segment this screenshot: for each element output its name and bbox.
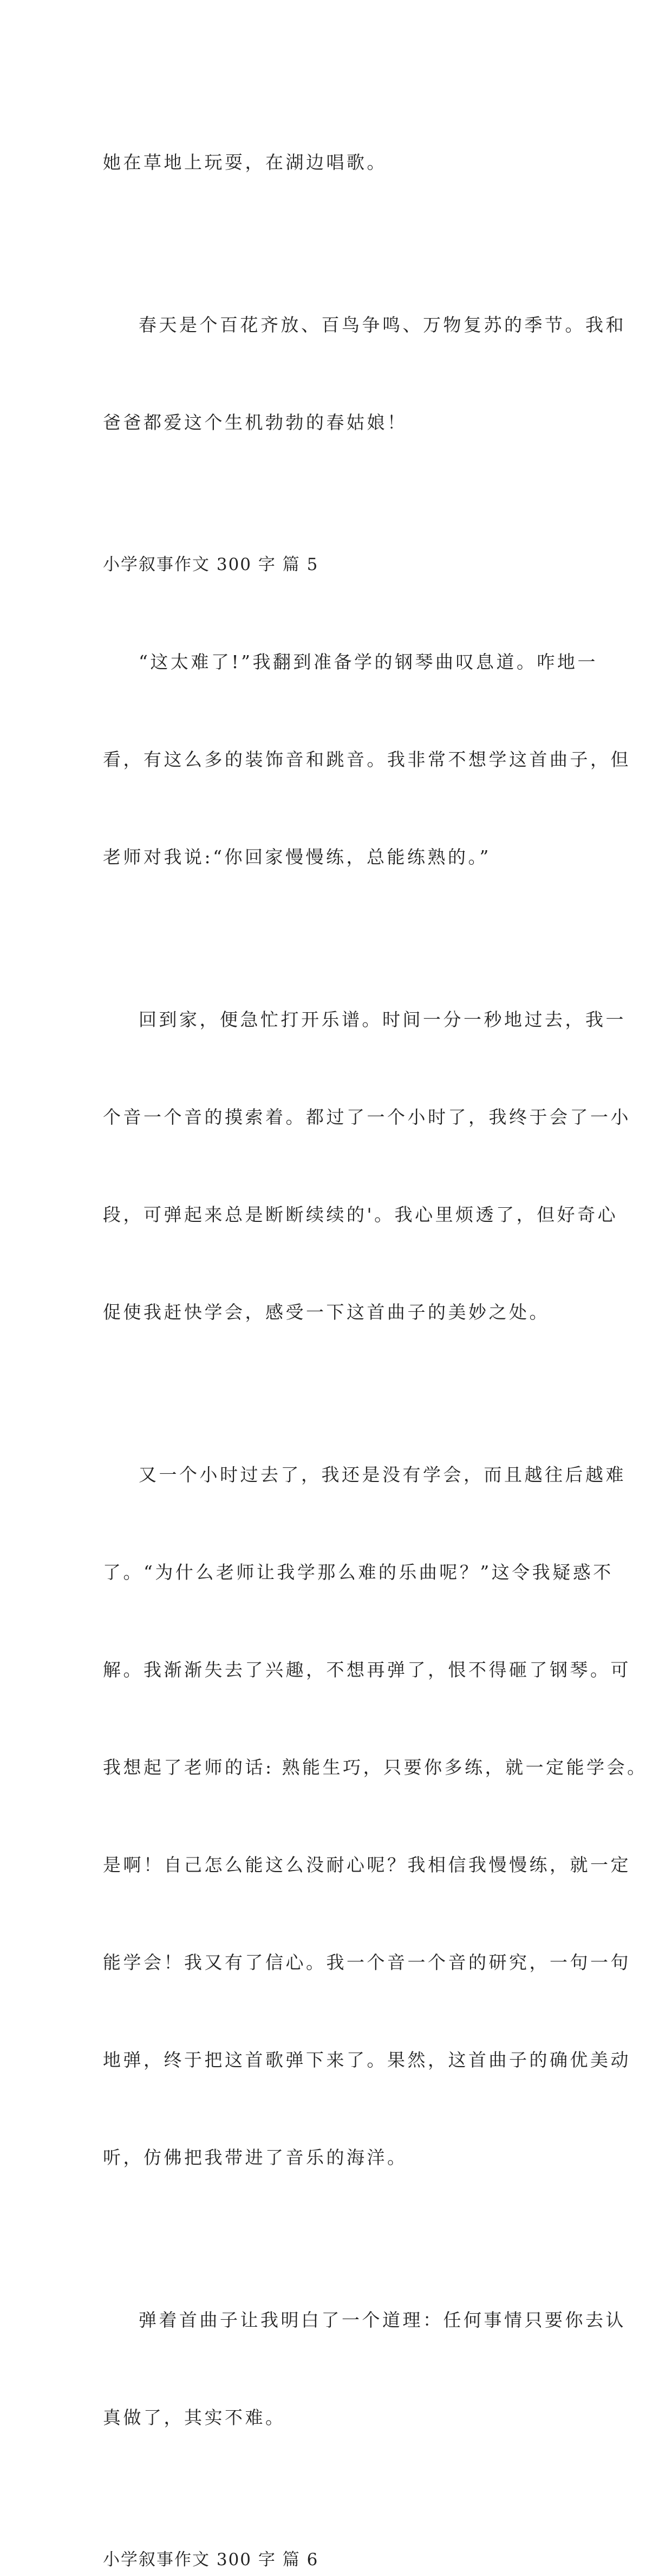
- text-line: 个音一个音的摸索着。都过了一个小时了，我终于会了一小: [103, 1106, 631, 1128]
- paragraph-lesson: [103, 2239, 626, 2499]
- text-line: 能学会！我又有了信心。我一个音一个音的研究，一句一句: [103, 1952, 631, 1973]
- paragraph-continuation: [103, 81, 569, 244]
- text-line: 弹着首曲子让我明白了一个道理：任何事情只要你去认: [139, 2309, 626, 2331]
- text-line: 又一个小时过去了，我还是没有学会，而且越往后越难: [139, 1464, 626, 1485]
- document-page: [103, 81, 648, 2576]
- text-line: 促使我赶快学会，感受一下这首曲子的美妙之处。: [103, 1302, 550, 1323]
- section-heading-6: 小学叙事作文 300 字 篇 6: [103, 2550, 319, 2569]
- text-line: “这太难了!”我翻到准备学的钢琴曲叹息道。咋地一: [139, 651, 598, 672]
- text-line: 听，仿佛把我带进了音乐的海洋。: [103, 2147, 408, 2168]
- section-heading-5: 小学叙事作文 300 字 篇 5: [103, 555, 319, 574]
- paragraph-spring: [103, 244, 626, 504]
- paragraph-perseverance: [103, 1394, 648, 2239]
- text-line: 看，有这么多的装饰音和跳音。我非常不想学这首曲子，但: [103, 749, 631, 770]
- text-line: 解。我渐渐失去了兴趣，不想再弹了，恨不得砸了钢琴。可: [103, 1659, 631, 1680]
- text-line: 爸爸都爱这个生机勃勃的春姑娘！: [103, 412, 408, 433]
- text-line: 真做了，其实不难。: [103, 2407, 286, 2428]
- text-line: 春天是个百花齐放、百鸟争鸣、万物复苏的季节。我和: [139, 314, 626, 335]
- text-line: 老师对我说:“你回家慢慢练，总能练熟的。”: [103, 846, 491, 868]
- text-line: 是啊！自己怎么能这么没耐心呢？我相信我慢慢练，就一定: [103, 1854, 631, 1875]
- paragraph-piano-intro: [103, 581, 631, 939]
- text-line: 她在草地上玩耍，在湖边唱歌。: [103, 152, 387, 173]
- section-gap: [103, 2499, 569, 2543]
- text-line: 段，可弹起来总是断断续续的'。我心里烦透了，但好奇心: [103, 1204, 618, 1225]
- text-line: 我想起了老师的话: 熟能生巧，只要你多练，就一定能学会。: [103, 1757, 648, 1778]
- text-line: 回到家，便急忙打开乐谱。时间一分一秒地过去，我一: [139, 1009, 626, 1030]
- text-line: 地弹，终于把这首歌弹下来了。果然，这首曲子的确优美动: [103, 2049, 631, 2070]
- text-line: 了。“为什么老师让我学那么难的乐曲呢？”这令我疑惑不: [103, 1562, 614, 1583]
- paragraph-practice: [103, 939, 631, 1394]
- section-gap: [103, 504, 569, 548]
